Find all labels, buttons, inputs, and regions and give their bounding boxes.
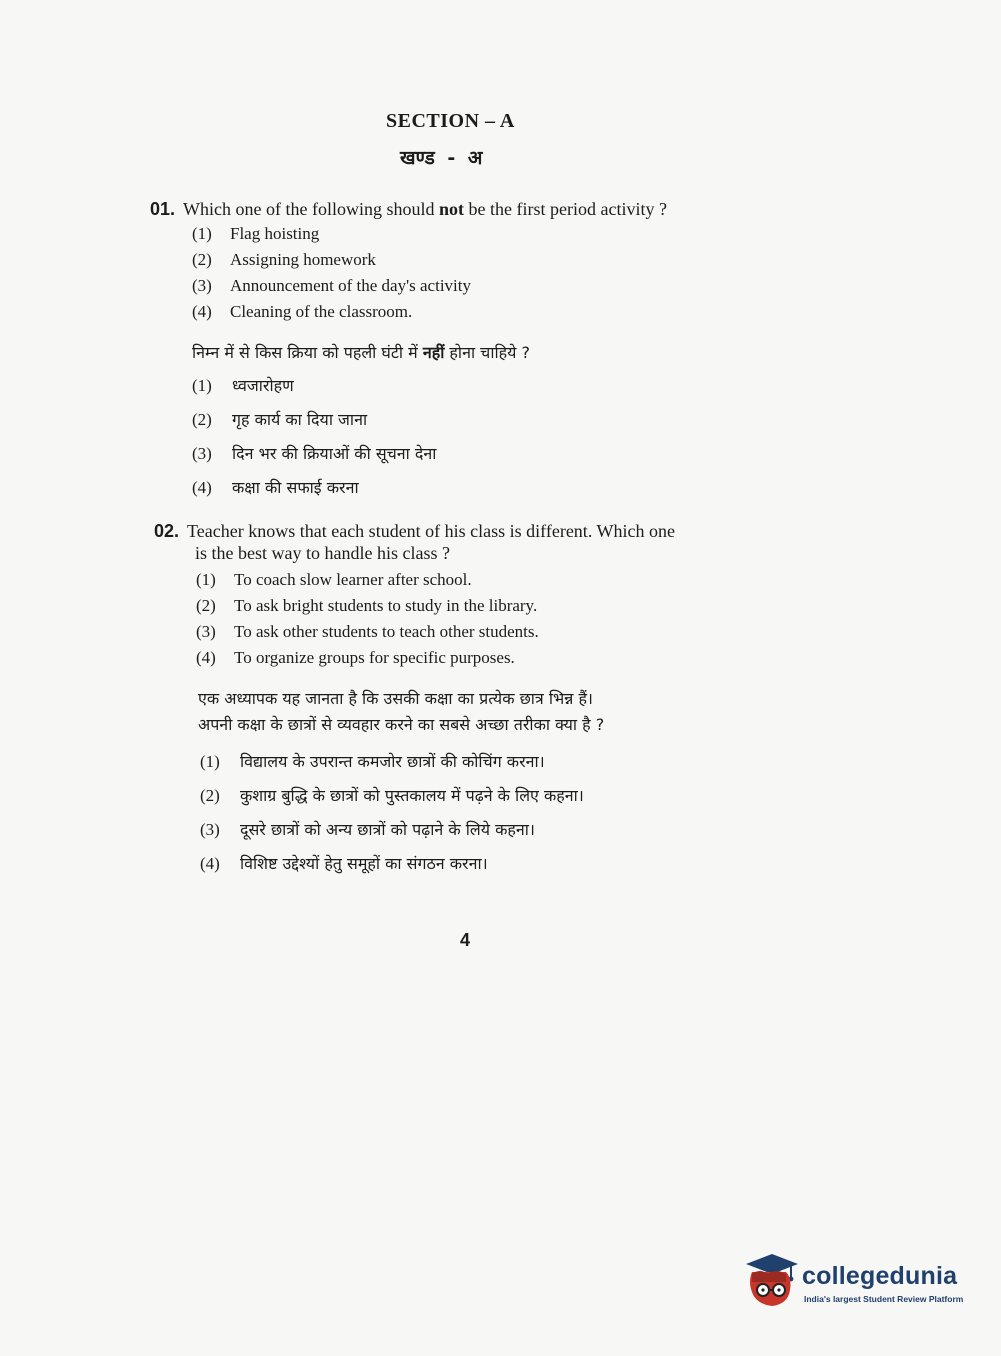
question-1-hindi-options (192, 374, 436, 510)
hindi-option (200, 852, 584, 886)
hindi-option (192, 442, 436, 476)
option-text: Cleaning of the classroom. (230, 302, 413, 321)
option-number: (3) (192, 444, 212, 463)
option-number: (1) (192, 376, 212, 395)
section-hindi-title: खण्ड - अ (400, 147, 483, 169)
hindi-text-emphasis: नहीं (422, 343, 445, 362)
option-text: कुशाग्र बुद्धि के छात्रों को पुस्तकालय में पढ़ने के लिए कहना। (240, 786, 584, 805)
hindi-text-line: एक अध्यापक यह जानता है कि उसकी कक्षा का प्रत्येक छात्र भिन्न हैं। (198, 689, 593, 708)
option-text: विद्यालय के उपरान्त कमजोर छात्रों की कोचिंग करना। (240, 752, 545, 771)
hindi-text-part: होना चाहिये ? (444, 343, 530, 362)
option-number: (3) (196, 622, 216, 641)
question-number: 01. (150, 199, 176, 219)
hindi-text-line: अपनी कक्षा के छात्रों से व्यवहार करने का सबसे अच्छा तरीका क्या है ? (198, 715, 605, 734)
option-text: To organize groups for specific purposes. (234, 648, 515, 667)
option-number: (1) (196, 570, 216, 589)
mascot-icon (742, 1252, 800, 1312)
question-2-hindi-text (198, 686, 604, 738)
option-number: (4) (196, 648, 216, 667)
hindi-option (192, 374, 436, 408)
option-text: To ask other students to teach other students. (234, 622, 539, 641)
option-text: विशिष्ट उद्देश्यों हेतु समूहों का संगठन करना। (240, 854, 488, 873)
option-text: Flag hoisting (230, 224, 320, 243)
option (192, 302, 471, 328)
option (196, 622, 539, 648)
hindi-option (200, 784, 584, 818)
option-text: गृह कार्य का दिया जाना (232, 410, 368, 429)
option-text: Assigning homework (230, 250, 376, 269)
logo-name: collegedunia (802, 1262, 958, 1290)
hindi-option (192, 408, 436, 442)
question-2-text (154, 520, 794, 564)
option-text: Announcement of the day's activity (230, 276, 471, 295)
question-2-hindi-options (200, 750, 584, 886)
option (192, 276, 471, 302)
option-number: (3) (192, 276, 212, 295)
logo-tagline: India's largest Student Review Platform (804, 1294, 964, 1304)
section-title: SECTION – A (386, 110, 515, 132)
option-text: दूसरे छात्रों को अन्य छात्रों को पढ़ाने के लिये कहना। (240, 820, 535, 839)
question-text-part: Teacher knows that each student of his class is different. Which one (187, 521, 675, 541)
option (192, 250, 471, 276)
question-text-part: be the first period activity ? (464, 199, 667, 219)
hindi-option (200, 750, 584, 784)
option-number: (2) (200, 786, 220, 805)
option-number: (4) (192, 302, 212, 321)
option-number: (2) (192, 410, 212, 429)
option-text: To ask bright students to study in the library. (234, 596, 538, 615)
hindi-option (200, 818, 584, 852)
hindi-text-part: निम्न में से किस क्रिया को पहली घंटी में (192, 343, 423, 362)
option-text: दिन भर की क्रियाओं की सूचना देना (232, 444, 437, 463)
question-1-hindi-text (192, 340, 530, 366)
option-text: कक्षा की सफाई करना (232, 478, 359, 497)
option-number: (2) (192, 250, 212, 269)
option-number: (2) (196, 596, 216, 615)
question-text-part: Which one of the following should (183, 199, 439, 219)
question-2-options (196, 570, 539, 674)
collegedunia-logo (742, 1252, 972, 1312)
option (196, 648, 539, 674)
question-1-options (192, 224, 471, 328)
question-1-text (150, 198, 667, 220)
option-number: (4) (200, 854, 220, 873)
hindi-option (192, 476, 436, 510)
option (192, 224, 471, 250)
question-text-part: is the best way to handle his class ? (195, 543, 450, 563)
option-text: To coach slow learner after school. (234, 570, 472, 589)
option (196, 570, 539, 596)
option-number: (3) (200, 820, 220, 839)
option-number: (1) (192, 224, 212, 243)
page-number: 4 (460, 930, 471, 950)
question-number: 02. (154, 521, 180, 541)
option-text: ध्वजारोहण (232, 376, 294, 395)
option-number: (4) (192, 478, 212, 497)
option-number: (1) (200, 752, 220, 771)
question-text-emphasis: not (439, 199, 465, 219)
option (196, 596, 539, 622)
